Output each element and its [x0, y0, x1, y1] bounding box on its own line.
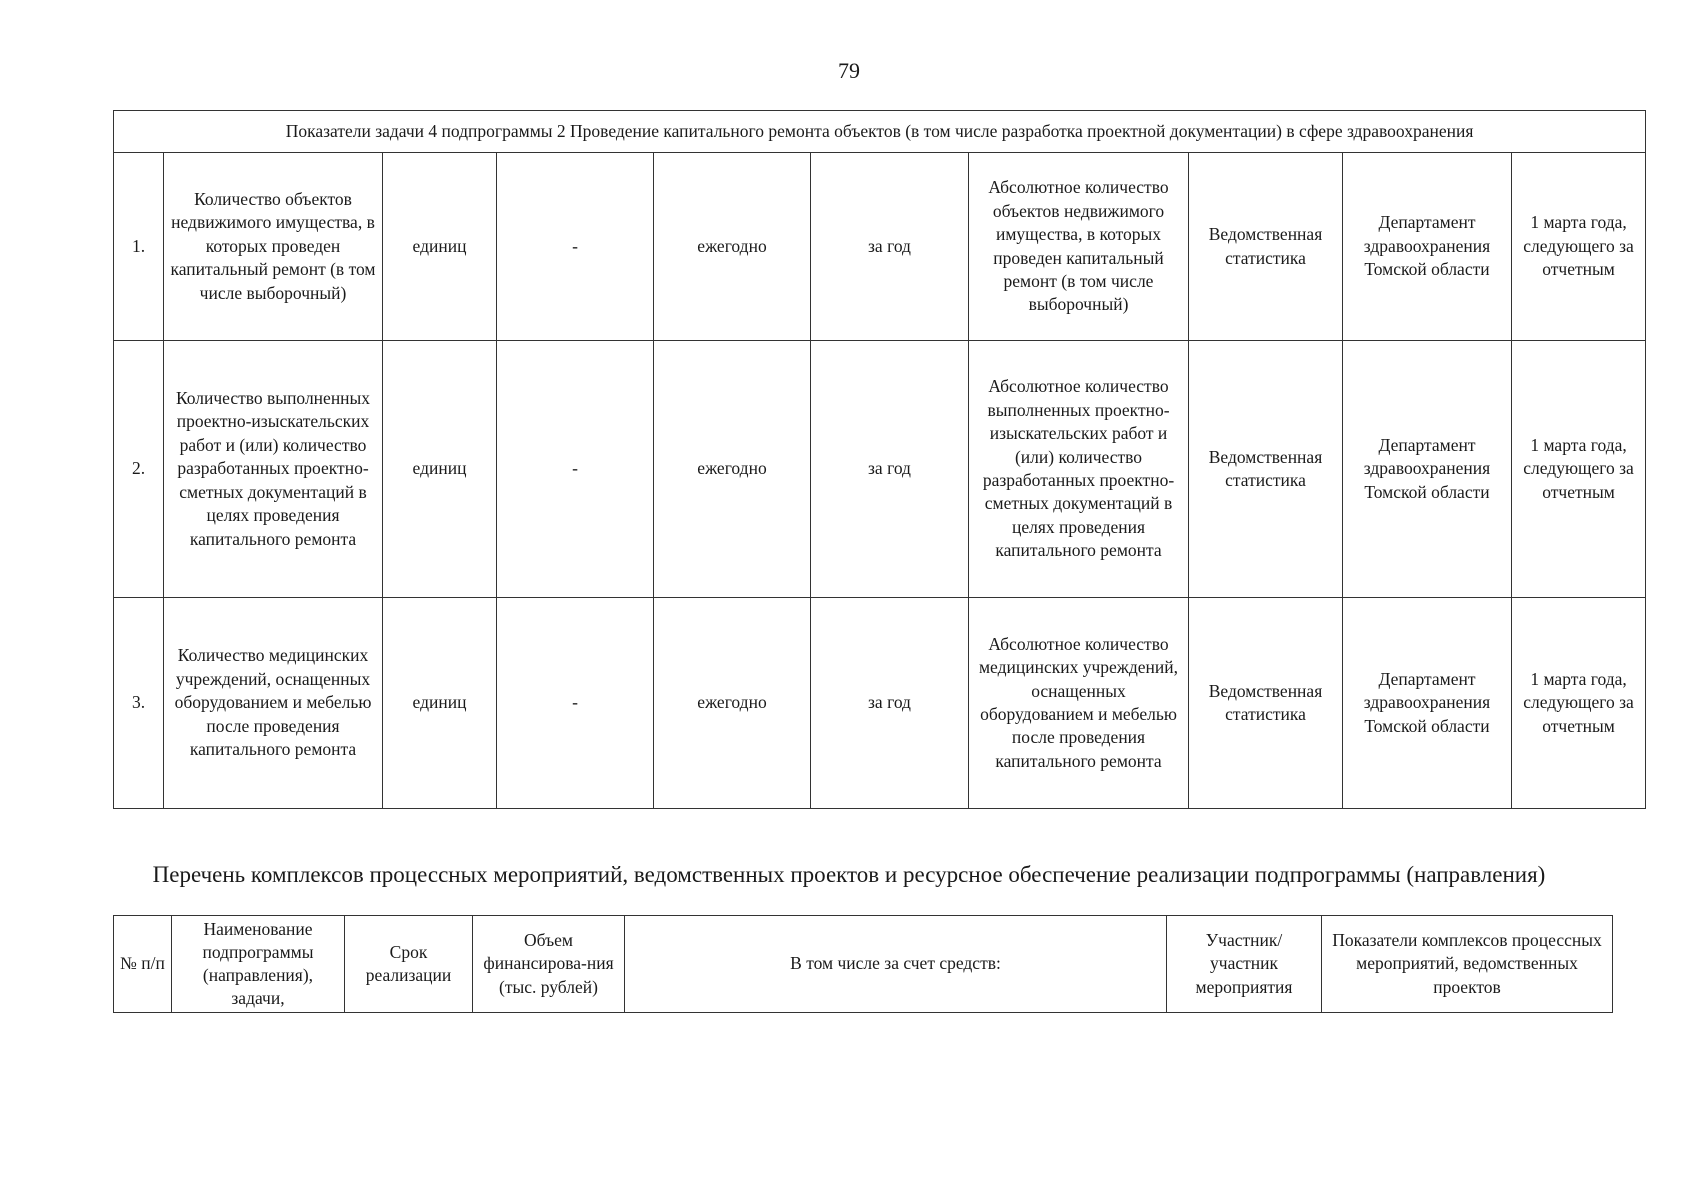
source-cell: Ведомственная статистика [1189, 153, 1343, 341]
unit-cell: единиц [383, 153, 497, 341]
header-num: № п/п [114, 916, 172, 1013]
header-sources: В том числе за счет средств: [625, 916, 1167, 1013]
indicator-name: Количество объектов недвижимого имущества, в которых проведен капитальный ремонт (в том числе выборочный) [164, 153, 383, 341]
row-number: 2. [114, 341, 164, 598]
indicator-name: Количество выполненных проектно-изыскательских работ и (или) количество разработанных проектно-сметных документаций в целях проведения капитального ремонта [164, 341, 383, 598]
frequency-cell: ежегодно [654, 341, 811, 598]
table-row [114, 341, 1646, 598]
frequency-cell: ежегодно [654, 153, 811, 341]
source-cell: Ведомственная статистика [1189, 341, 1343, 598]
header-participant: Участник/ участник мероприятия [1167, 916, 1322, 1013]
indicators-caption: Показатели задачи 4 подпрограммы 2 Проведение капитального ремонта объектов (в том числе разработка проектной документации) в сфере здравоохранения [114, 111, 1646, 153]
page-number: 79 [838, 58, 860, 83]
unit-cell: единиц [383, 598, 497, 809]
indicators-table [113, 110, 1646, 809]
period-cell: за год [811, 153, 969, 341]
definition-cell: Абсолютное количество медицинских учреждений, оснащенных оборудованием и мебелью после проведения капитального ремонта [969, 598, 1189, 809]
header-volume: Объем финансирова-ния (тыс. рублей) [473, 916, 625, 1013]
header-indicators: Показатели комплексов процессных мероприятий, ведомственных проектов [1322, 916, 1613, 1013]
frequency-cell: ежегодно [654, 598, 811, 809]
row-number: 1. [114, 153, 164, 341]
header-name: Наименование подпрограммы (направления), задачи, [172, 916, 345, 1013]
deadline-cell: 1 марта года, следующего за отчетным [1512, 341, 1646, 598]
definition-cell: Абсолютное количество выполненных проектно-изыскательских работ и (или) количество разработанных проектно-сметных документаций в целях проведения капитального ремонта [969, 341, 1189, 598]
source-cell: Ведомственная статистика [1189, 598, 1343, 809]
deadline-cell: 1 марта года, следующего за отчетным [1512, 153, 1646, 341]
responsible-cell: Департамент здравоохранения Томской области [1343, 598, 1512, 809]
dash-cell: - [497, 341, 654, 598]
row-number: 3. [114, 598, 164, 809]
dash-cell: - [497, 153, 654, 341]
definition-cell: Абсолютное количество объектов недвижимого имущества, в которых проведен капитальный ремонт (в том числе выборочный) [969, 153, 1189, 341]
period-cell: за год [811, 341, 969, 598]
unit-cell: единиц [383, 341, 497, 598]
indicator-name: Количество медицинских учреждений, оснащенных оборудованием и мебелью после проведения капитального ремонта [164, 598, 383, 809]
section-heading: Перечень комплексов процессных мероприятий, ведомственных проектов и ресурсное обеспечение реализации подпрограммы (направления) [152, 862, 1546, 887]
table-row [114, 153, 1646, 341]
table-row [114, 598, 1646, 809]
header-term: Срок реализации [345, 916, 473, 1013]
dash-cell: - [497, 598, 654, 809]
responsible-cell: Департамент здравоохранения Томской области [1343, 153, 1512, 341]
deadline-cell: 1 марта года, следующего за отчетным [1512, 598, 1646, 809]
table-header-row [114, 916, 1613, 1013]
responsible-cell: Департамент здравоохранения Томской области [1343, 341, 1512, 598]
period-cell: за год [811, 598, 969, 809]
programs-table [113, 915, 1613, 1013]
